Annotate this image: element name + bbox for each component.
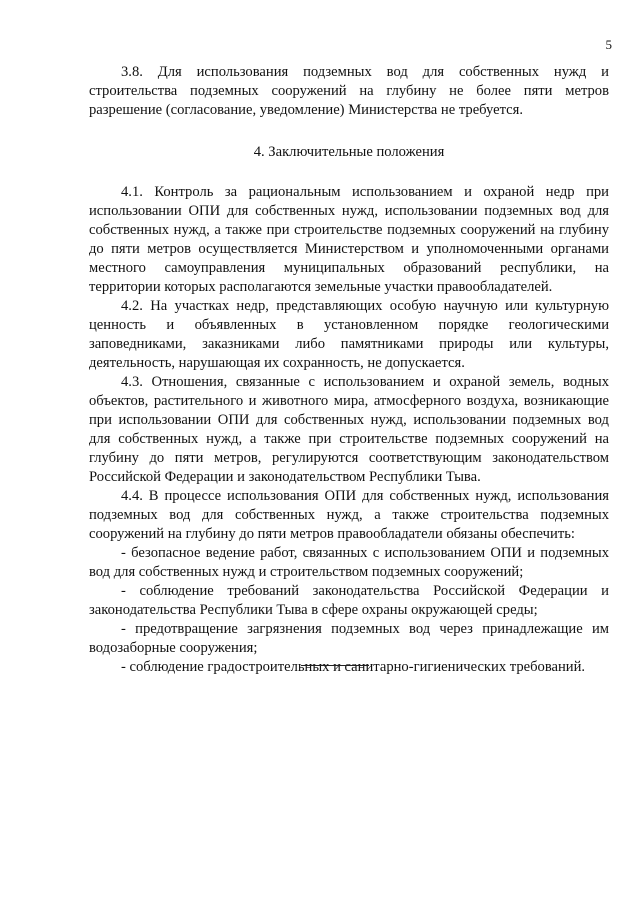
obligation-item: - соблюдение градостроительных и санитарно-гигиенических требований. <box>121 659 586 675</box>
obligation-item: - безопасное ведение работ, связанных с использованием ОПИ и подземных вод для собственных нужд и строительством подземных сооружений; <box>89 545 609 580</box>
paragraph-4-2: 4.2. На участках недр, представляющих особую научную или культурную ценность и объявленных в установленном порядке геологическими заповедниками, заказниками либо памятниками природы или культуры, деятельность, нарушающая их сохранность, не допускается. <box>89 298 609 371</box>
section-heading: 4. Заключительные положения <box>253 144 445 160</box>
paragraph-4-3: 4.3. Отношения, связанные с использованием и охраной земель, водных объектов, растительного и животного мира, атмосферного воздуха, возникающие при использовании ОПИ для собственных нужд, использовании подземных вод для собственных нужд, а также при строительстве подземных сооружений на глубину до пяти метров, регулируются соответствующим законодательством Российской Федерации и законодательством Республики Тыва. <box>89 374 609 485</box>
document-body <box>89 63 609 677</box>
obligation-item: - предотвращение загрязнения подземных вод через принадлежащие им водозаборные сооружения; <box>89 621 609 656</box>
page-number: 5 <box>605 37 612 52</box>
paragraph-4-4: 4.4. В процессе использования ОПИ для собственных нужд, использования подземных вод для собственных нужд, а также строительства подземных сооружений на глубину до пяти метров правообладатели обязаны обеспечить: <box>89 488 609 542</box>
paragraph-3-8: 3.8. Для использования подземных вод для собственных нужд и строительства подземных сооружений на глубину не более пяти метров разрешение (согласование, уведомление) Министерства не требуется. <box>89 64 609 118</box>
obligation-item: - соблюдение требований законодательства Российской Федерации и законодательства Республики Тыва в сфере охраны окружающей среды; <box>89 583 609 618</box>
paragraph-4-1: 4.1. Контроль за рациональным использованием и охраной недр при использовании ОПИ для собственных нужд, использовании подземных вод для собственных нужд, а также при строительстве подземных сооружений на глубину до пяти метров осуществляется Министерством и уполномоченными органами местного самоуправления муниципальных образований республики, на территории которых располагаются земельные участки правообладателей. <box>89 184 609 295</box>
end-separator-line <box>301 665 369 666</box>
